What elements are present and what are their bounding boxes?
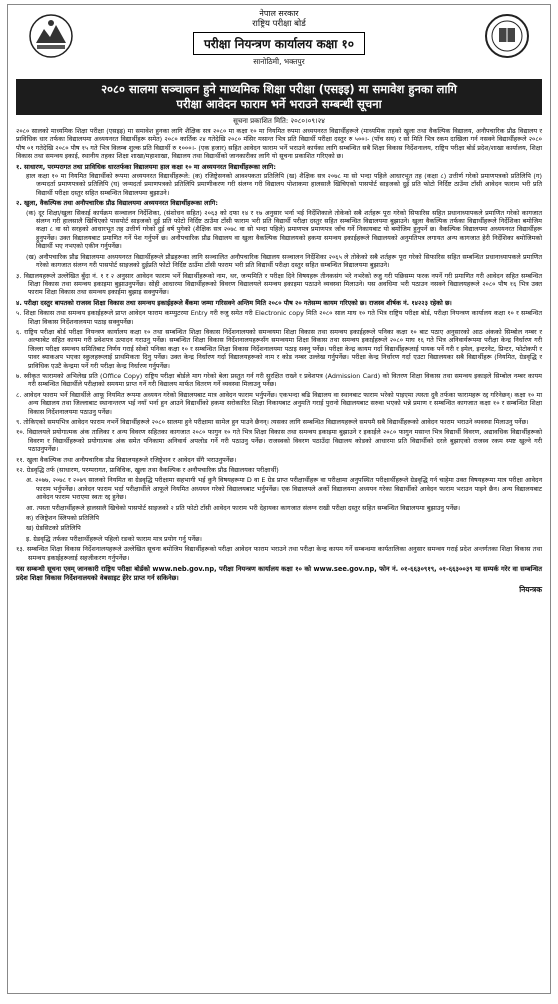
item-12-part-b: आ. त्यस्ता परीक्षार्थीहरूले हालसालै खिचेको पासपोर्ट साइजको २ प्रति फोटो टाँसी आवेदन फाराम भरी देहायका कागजात संलग्न राखी परीक्षा दस्तुर सहित सम्बन्धित विद्यालयमा बुझाउनु पर्नेछ। (26, 503, 461, 512)
nepal-government-emblem-icon (28, 13, 74, 59)
item-5: ५. शिक्षा विकास तथा समन्वय इकाईहरूले प्राप्त आवेदन फाराम कम्प्युटरमा Entry गरी रुजु समेत गरी Electronic copy मिति २०८० साल माघ १० गते भित्र राष्ट्रिय परीक्षा बोर्ड, परीक्षा नियन्त्रण कार्यालय कक्षा १० र सम्बन्धित शिक्षा विकास निर्देशनालयमा पठाइ सक्नुपर्नेछ। (16, 309, 542, 326)
intro-paragraph: २०८० सालको माध्यमिक शिक्षा परीक्षा (एसइइ) मा समावेश हुनका लागि शैक्षिक सत्र २०८० मा कक्षा १० मा नियमित रुपमा अध्ययनरत विद्यार्थीहरूले (माध्यमिक तहको खुला तथा वैकल्पिक विद्यालय, अनौपचारिक प्रौढ विद्यालय र प्राविधिक धार तर्फका विद्यालयमा अध्ययनरत विद्यार्थीहरू समेत) २०८० कार्तिक २४ गतेदेखि २०८० मंसिर मसान्त भित्र प्रति विद्यार्थी परीक्षा दस्तुर रु ५००।- (पाँच सय) र सो मिति भित्र रकम दाखिला गर्न नसक्ने विद्यार्थीहरूले २०८० पौष ०१ गतेदेखि २०८० पौष १५ गते भित्र विलम्ब शुल्क प्रति विद्यार्थी रु १०००।- (एक हजार) सहित आवेदन फाराम भर्ने भराउने कार्यका लागि सम्बन्धित सबै शिक्षा विकास निर्देशनालय, राष्ट्रिय परीक्षा बोर्ड प्रदेश/शाखा कार्यालय, शिक्षा विकास तथा समन्वय इकाई, स्थानीय तहका शिक्षा शाखा/महाशाखा, विद्यालय तथा विद्यार्थीको जानकारीका लागि यो सूचना प्रकाशित गरिएको छ। (16, 127, 542, 161)
office-location: सानोठिमी, भक्तपुर (253, 57, 305, 66)
item-12: १२. ग्रेडवृद्धि तर्फ (साधारण, परम्परागत, प्राविधिक, खुला तथा वैकल्पिक र अनौपचारिक प्रौढ विद्यालयका परीक्षार्थी) (16, 466, 279, 475)
section-2-paragraph-b: (ख) अनौपचारिक प्रौढ विद्यालयमा अध्ययनरत विद्यार्थीहरूले प्रौढहरूका लागि सञ्चालित अनौपचारिक विद्यालय सञ्चालन निर्देशिका २०६५ ले तोकेको सबै शर्तहरू पूरा गरेको सिफारिस सहित सम्बन्धित प्रधानाध्यापकले प्रमाणित गरेको कागजात संलग्न गरी पासपोर्ट साइजको दुईप्रति फोटो निर्दिष्ट ठाउँमा टाँसी फाराम भरी प्रति विद्यार्थी परीक्षा दस्तुर सहित सम्बन्धित विद्यालयमा बुझाउने। (26, 252, 542, 270)
notice-body (16, 127, 542, 562)
item-8: ८. आवेदन फाराम भर्ने विद्यार्थीले आफू नियमित रूपमा अध्ययन गरेको विद्यालयबाट मात्र आवेदन फाराम भर्नुपर्नेछ। एकभन्दा बढि विद्यालय वा स्थानबाट फाराम भरेको पाइएमा त्यस्ता दुवै तर्फका फारामहरू रद्द गरिनेछन्। कक्षा १० मा अन्य विद्यालय तथा जिल्लाबाट स्थानान्तरण भई नयाँ भर्ना हुन आउने विद्यार्थीको हकमा सरोकारित शिक्षा निकायबाट अनुमति गराई पुरानो विद्यालयबाट सरुवा भएको भन्ने प्रमाण र सम्बन्धित कागजात कक्षा १० र सम्बन्धित शिक्षा विकास निर्देशनालयमा पठाउनु पर्नेछ। (16, 390, 542, 416)
notice-page (7, 4, 551, 994)
item-12-doc-1: क) रजिष्ट्रेशन स्लिपको प्रतिलिपि (26, 514, 100, 523)
item-12-part-a: अ. २०७७, २०७८ र २०७९ सालको नियमित वा ग्रेडवृद्धि परीक्षामा सहभागी भई कुनै विषयहरूमा D वा E ग्रेड प्राप्त परीक्षार्थीहरू वा परीक्षामा अनुपस्थित परीक्षार्थीहरूले ग्रेडवृद्धि गर्न चाहेमा उक्त विषयहरूमा मात्र परीक्षा आवेदन फाराम भर्नुपर्नेछ। आवेदन फाराम भर्दा परीक्षार्थीले आफूले नियमित अध्ययन गरेको विद्यालयबाट भर्नुपर्नेछ। एक विद्यालयले अर्को विद्यालयमा अध्ययन गरेका विद्यार्थीको आवेदन फाराम भराउन पाइने छैन। अन्य विद्यालयबाट आवेदन फाराम भराएमा स्वतः रद्द हुनेछ। (26, 476, 542, 502)
section-2-paragraph-a: (क) दूर शिक्षा/खुला सिकाई कार्यक्रम सञ्चालन निर्देशिका, (संशोधन सहित) २०६३ को दफा १४ र १७ अनुसार भर्ना भई निर्देशिकाले तोकेको सबै शर्तहरू पूरा गरेको सिफारिस सहित प्रधानाध्यापकले प्रमाणित गरेको कागजात संलग्न गरी हालसालै खिचिएको पासपोर्ट साइजको दुई प्रति फोटो निर्दिष्ट ठाउँमा टाँसी फाराम भरी प्रति विद्यार्थी परीक्षा दस्तुर सहित सम्बन्धित विद्यालयमा बुझाउने। खुला वैकल्पिक तर्फका विद्यार्थीहरूले निर्देशिका बमोजिम कक्षा ८ वा सो सरहको आधारभूत तह उत्तीर्ण गरेको दुई वर्ष पुगेको (शैक्षिक सत्र २०७८ वा सो भन्दा पहिले) प्रमाणपत्र प्रमाणपत्र जाँच गर्ने निकायबाट यो बमोजिम हुनुपर्ने छ। वैकल्पिक विद्यालयमा अध्ययनरत विद्यार्थीहरू हुनुपर्नेछ। उक्त विद्यालयबाट प्रमाणित गर्ने पेश गर्नुपर्ने छ। अनौपचारिक प्रौढ विद्यालय वा खुला वैकल्पिक विद्यालयको हकमा समन्वय इकाईहरूले विद्यालयको अनुमतिपत्र लगायत अन्य कागजात हेरी निर्देशिका बमोजिमको विद्यार्थी भए नभएको एकीन गर्नुपर्नेछ। (26, 208, 542, 251)
item-4: ४. परीक्षा दस्तुर बापतको राजस्व शिक्षा विकास तथा समन्वय इकाईहरूले बैंकमा जम्मा गरिसक्ने अन्तिम मिति २०८० पौष २० गतेसम्म कायम गरिएको छ। राजस्व शीर्षक नं. १४२२३ रहेको छ। (16, 298, 452, 307)
headline-line2: परीक्षा आवेदन फाराम भर्ने भराउने सम्बन्धी सूचना (176, 97, 382, 111)
section-2-title: २. खुला, वैकल्पिक तथा अनौपचारिक प्रौढ विद्यालयमा अध्ययनरत विद्यार्थीहरूका लागि: (16, 199, 218, 208)
item-10: १०. विद्यालयले प्रयोगात्मक अंक तालिका र अन्य विवरण सहितका कागजात २०८० फागुन १० गते भित्र शिक्षा विकास तथा समन्वय इकाइमा बुझाउने र इकाईले २०८० फागुन मसान्त भित्र विद्यार्थी विवरण, अद्यावधिक विद्यार्थीहरूको विवरण र विद्यार्थीहरूको प्रयोगात्मक अंक समेत पनिकामा अनिवार्य अपलोड गर्ने गरी पठाउनु पर्नेछ। राजस्वको विवरण पठाउँदा विद्यालय कोडको आधारमा प्रति विद्यार्थीको दरले बुझाएको राजस्व रकम स्पष्ट खुल्ने गरी पठाउनुपर्नेछ। (16, 428, 542, 454)
item-12-part-c: इ. ग्रेडवृद्धि तर्फका परीक्षार्थीहरूले पहिलो रङको फाराम मात्र प्रयोग गर्नु पर्नेछ। (26, 534, 202, 543)
publication-date: सूचना प्रकाशित मिति: २०८०।०९।२४ (233, 117, 325, 125)
notice-header (16, 9, 542, 77)
item-6: ६. राष्ट्रिय परीक्षा बोर्ड परीक्षा नियन्त्रण कार्यालय कक्षा १० तथा सम्बन्धित शिक्षा विकास निर्देशनालयको समन्वयमा शिक्षा विकास तथा समन्वय इकाईहरूले पनिका कक्षा १० बाट पठाए अनुसारको आठ अंकको सिम्बोल नम्बर र अल्फाबेट सहित कायम गरी प्रवेशपत्र उत्पादन गराउनु पर्नेछ। सम्बन्धित शिक्षा विकास निर्देशनालयहरूसँग समन्वयमा शिक्षा विकास तथा समन्वय इकाईहरूले २०८० माघ १६ गते भित्र अनिवार्यरूपमा परीक्षा केन्द्र निर्धारण गरी जिल्ला परीक्षा समन्वय समितिबाट निर्णय गराई सोको पनिका कक्षा १० र सम्बन्धित शिक्षा विकास निर्देशनालयमा पठाइ सक्नु पर्नेछ। परीक्षा केन्द्र कायम गर्दा विद्यार्थीहरूलाई पायक पर्ने गरी र इमेल, इन्टरनेट, प्रिन्टर, फोटोकपी र पावर ब्याकअप भएका स्कुलहरूलाई प्राथमिकता दिनु पर्नेछ। उक्त केन्द्र निर्धारण गर्दा विद्यालयहरूको नाम र कोड नम्बर उल्लेख गर्नुपर्नेछ। परीक्षा केन्द्र निर्धारण गर्दा एउटा विद्यालयका सबै विद्यार्थीहरू (नियमित, ग्रेडवृद्धि र प्राविधिक एउटै केन्द्रमा पर्ने गरी परीक्षा केन्द्र निर्धारण गर्नुपर्नेछ। (16, 327, 542, 370)
item-7: ७. स्वीकृत फारामको अभिलेख प्रति (Office Copy) राष्ट्रिय परीक्षा बोर्डले माग गरेको बेला प्रस्तुत गर्न गरी सुरक्षित राख्ने र प्रवेशपत्र (Admission Card) को वितरण शिक्षा विकास तथा समन्वय इकाइले सिम्बोल नम्बर कायम गरी सम्बन्धित विद्यार्थीले परीक्षाको समयमा प्राप्त गर्ने गरी विद्यालय मार्फत वितरण गर्ने व्यवस्था मिलाउनु पर्नेछ। (16, 371, 542, 389)
item-11: ११. खुला वैकल्पिक तथा अनौपचारिक प्रौढ विद्यालयहरूले रजिष्ट्रेशन र आवेदन सँगै भराउनुपर्नेछ। (16, 455, 237, 464)
section-1-title: १. साधारण, परम्परागत तथा प्राविधिक धारतर्फका विद्यालयमा हाल कक्षा १० मा अध्ययनरत विद्यार्थीहरूका लागि: (16, 162, 276, 171)
government-name: नेपाल सरकार (259, 9, 299, 18)
item-9: ९. तोकिएको समयभित्र आवेदन फाराम नभर्ने विद्यार्थीहरूले २०८० सालमा हुने परीक्षामा सामेल हुन पाउने छैनन्। त्यसका लागि सम्बन्धित विद्यालयहरूले समयमै सबै विद्यार्थीहरूको आवेदन फाराम भराउने व्यवस्था मिलाउनु पर्नेछ। (16, 418, 529, 426)
header-text (16, 9, 542, 67)
section-1-paragraph: हाल कक्षा १० मा नियमित विद्यार्थीको रूपमा अध्ययनरत विद्यार्थीहरूले: (क) रजिष्ट्रेसनको आवश्यकता प्रतिलिपि (ख) शैक्षिक सत्र २०७८ मा सो भन्दा पहिले आधारभूत तह (कक्षा ८) उत्तीर्ण गरेको प्रमाणपत्रको प्रतिलिपि (ग) जन्मदर्ता प्रमाणपत्रको प्रतिलिपि (घ) जन्मदर्ता प्रमाणपत्रको प्रतिलिपि प्रमाणीकरण गरी संलग्न गरी विद्यालय पोशाकमा हालसालै खिचिएको पासपोर्ट साइजको दुई प्रति फोटो निर्दिष्ट ठाउँमा टाँसी आवेदन फाराम भरी प्रति विद्यार्थी परीक्षा दस्तुर सहित सम्बन्धित विद्यालयमा बुझाउने। (26, 172, 542, 197)
headline-line1: २०८० सालमा सञ्चालन हुने माध्यमिक शिक्षा परीक्षा (एसइइ) मा समावेश हुनका लागि (101, 82, 457, 96)
neb-logo-icon (484, 13, 530, 59)
signature: नियन्त्रक (519, 585, 542, 595)
item-12-doc-2: ख) ग्रेडसिटको प्रतिलिपि (26, 524, 81, 533)
item-3: ३. विद्यालयहरूले उल्लेखित बुँदा नं. १ र २ अनुसार आवेदन फाराम भर्ने विद्यार्थीहरूको नाम, थर, जन्ममिति र परीक्षा दिने विषयहरू तीनकसंग भरे नभरेको रुजु गरी पछिसम्म फरक नपर्ने गरी प्रमाणित गरी आवेदन सहित सम्बन्धित शिक्षा विकास तथा समन्वय इकाइमा बुझाउनुपर्नेछ। सोही आधारमा विद्यार्थीहरूको विवरण विद्यालयले समन्वय इकाइमा पठाउने व्यवस्था मिलाउने। यस अवधिमा भरी पठाउन नसक्ने विद्यालयहरूले २०८० पौष १६ भित्र उक्त फाराम शिक्षा विकास तथा समन्वय इकाईमा बुझाइ सक्नुपर्नेछ। (16, 271, 542, 297)
board-name: राष्ट्रिय परीक्षा बोर्ड (252, 19, 306, 29)
contact-footer: यस सम्बन्धी सूचना एवम् जानकारी राष्ट्रिय परीक्षा बोर्डको www.neb.gov.np, परीक्षा नियन्त्रण कार्यालय कक्षा १० को www.see.gov.np, फोन नं. ०१-६६३०९१९, ०१-६६३००३९ मा सम्पर्क गरेर वा सम्बन्धित प्रदेश शिक्षा विकास निर्देशनालयको वेबसाइट हेरेर प्राप्त गर्न सकिनेछ। (16, 565, 542, 582)
office-name: परीक्षा नियन्त्रण कार्यालय कक्षा १० (193, 32, 365, 55)
notice-headline (16, 79, 542, 115)
item-13: १३. सम्बन्धित शिक्षा विकास निर्देशनालयहरूले उल्लेखित सूचना बमोजिम विद्यार्थीहरूको परीक्षा आवेदन फाराम भराउने तथा परीक्षा केन्द्र कायम गर्ने सम्बन्धमा कार्यतालिका अनुसार समन्वय गराई प्रदेश अन्तर्गतका शिक्षा विकास तथा समन्वय इकाईहरूलाई सहजीकरण गर्नुपर्नेछ। (16, 545, 542, 562)
